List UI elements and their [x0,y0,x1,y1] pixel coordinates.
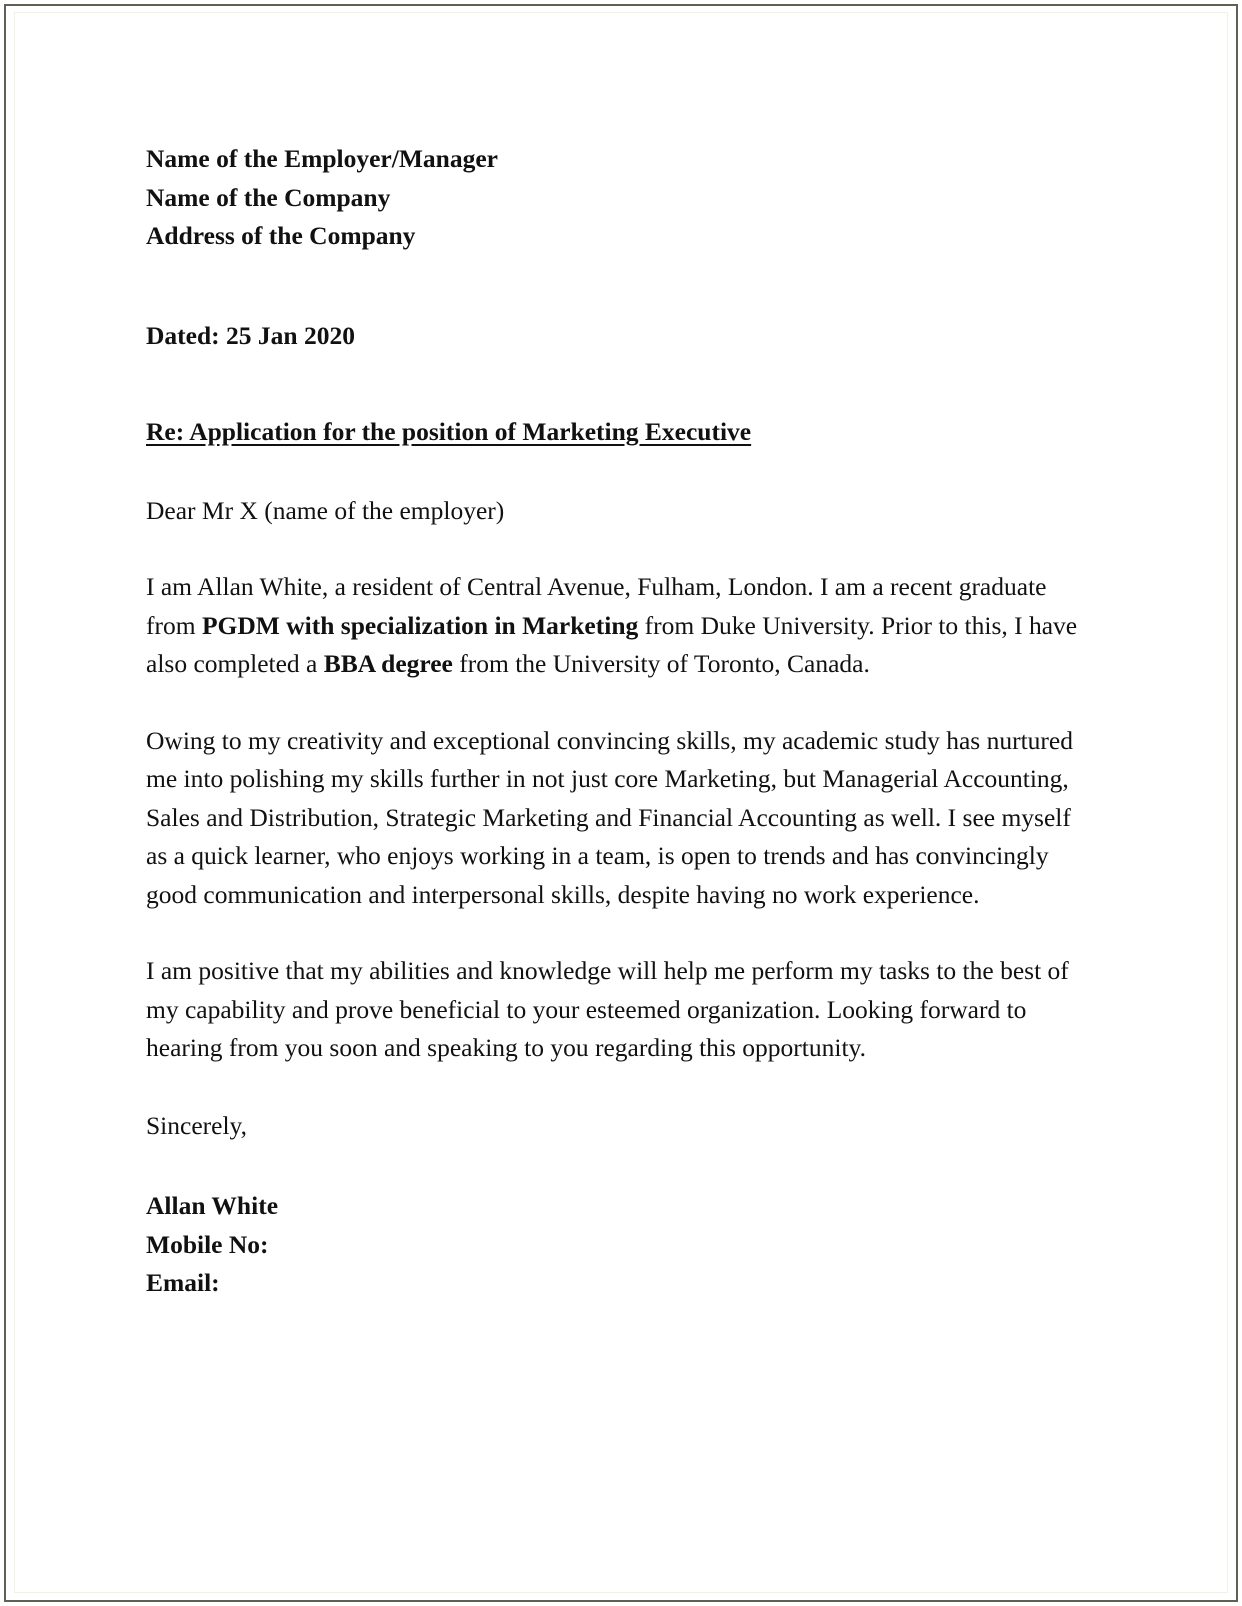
signature-name: Allan White [146,1191,279,1220]
emphasis-run: PGDM with specialization in Marketing [201,610,639,640]
text-run: from the University of Toronto, Canada. [452,649,870,678]
paragraph-skills [146,684,1078,915]
closing-salutation: Sincerely, [146,1110,248,1140]
text-run: I am positive that my abilities and knowledge will help me perform my tasks to the best of my capability and prove beneficial to your esteemed organization. Looking forward to hearing from you soon and speaking to you regarding this opportunity. [146,956,1069,1062]
signature-mobile: Mobile No: [146,1229,269,1259]
salutation: Dear Mr X (name of the employer) [146,495,505,525]
addressee-line-1: Name of the Employer/Manager [146,144,498,173]
signature-email: Email: [146,1268,220,1297]
subject-line [146,355,1078,452]
addressee-block [146,140,1078,256]
signature-block [146,1145,1078,1303]
emphasis-run: BBA degree [323,649,453,678]
text-run: Owing to my creativity and exceptional convincing skills, my academic study has nurtured me into polishing my skills further in not just core Marketing, but Managerial Accounting, Sales and Distribution, Strategic Marketing and Financial Accounting as well. I see myself as a quick learner, who enjoys working in a team, is open to trends and has convincingly good communication and interpersonal skills, despite having no work experience. [146,725,1073,909]
addressee-line-3: Address of the Company [146,221,416,250]
dated-line: Dated: 25 Jan 2020 [146,320,355,350]
addressee-line-2: Name of the Company [146,182,391,212]
text-run: I am Allan White, a resident of Central Avenue, Fulham, London. I am a recent graduate from [146,572,1047,640]
text-run: from Duke University. Prior to this, I have also completed a [146,610,1078,678]
paragraph-closing-statement [146,914,1078,1068]
paragraph-intro [146,530,1078,684]
subject-line-text: Re: Application for the position of Marketing Executive [146,417,752,446]
letter-body [146,140,1078,1303]
